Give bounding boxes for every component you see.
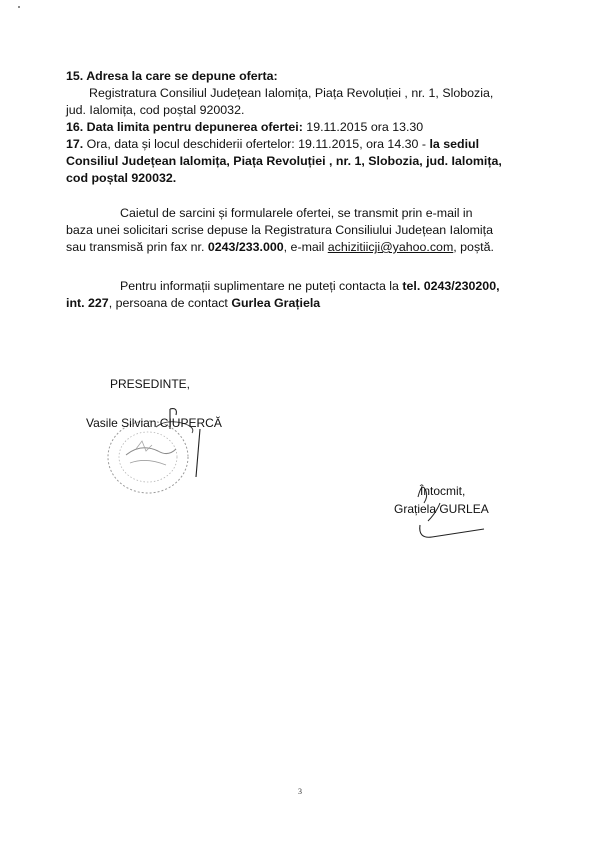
section-16-heading: 16. Data limita pentru depunerea ofertei: [66, 120, 303, 134]
prepared-by-name: Grațiela GURLEA [394, 502, 489, 516]
section-17-bold-tail: la sediul [429, 137, 480, 151]
prepared-by-title: Întocmit, [420, 484, 466, 498]
para-1-line-3-prefix: sau transmisă prin fax nr. [66, 240, 208, 254]
para-2-line-1 [120, 279, 500, 293]
para-2-line-2-middle: , persoana de contact [108, 296, 232, 310]
contact-person: Gurlea Grațiela [231, 296, 321, 310]
section-16-value: 19.11.2015 ora 13.30 [302, 120, 424, 134]
section-17-text: Ora, data și locul deschiderii ofertelor: 19.11.2015, ora 14.30 - [86, 137, 430, 151]
phone-extension: int. 227 [66, 296, 109, 310]
scan-dot [18, 6, 20, 8]
president-name: Vasile Silvian CIUPERCĂ [86, 416, 222, 430]
section-15-heading: 15. Adresa la care se depune oferta: [66, 69, 278, 83]
para-1-line-3 [66, 240, 494, 254]
phone-number: tel. 0243/230200, [402, 279, 500, 293]
para-1-line-2: baza unei solicitari scrise depuse la Registratura Consiliului Județean Ialomița [66, 223, 494, 237]
para-2-line-2 [66, 296, 320, 310]
section-16 [66, 120, 423, 134]
section-15-address-line-2: jud. Ialomița, cod poștal 920032. [66, 103, 245, 117]
section-17-line-1 [66, 137, 479, 151]
section-17-number: 17. [66, 137, 87, 151]
section-17-line-2: Consiliul Județean Ialomița, Piața Revoluției , nr. 1, Slobozia, jud. Ialomița, [66, 154, 502, 168]
fax-number: 0243/233.000 [207, 240, 284, 254]
section-17-line-3: cod poștal 920032. [66, 171, 177, 185]
email-link[interactable]: achizitiicji@yahoo.com [327, 240, 454, 254]
para-1-line-3-middle: , e-mail [283, 240, 328, 254]
section-15-address-line-1: Registratura Consiliul Județean Ialomița, Piața Revoluției , nr. 1, Slobozia, [89, 86, 494, 100]
president-title: PRESEDINTE, [110, 377, 191, 391]
page-number: 3 [298, 787, 302, 796]
para-2-line-1-prefix: Pentru informații suplimentare ne puteți contacta la [120, 279, 403, 293]
para-1-line-3-suffix: , poștă. [453, 240, 494, 254]
para-1-line-1: Caietul de sarcini și formularele ofertei, se transmit prin e-mail in [120, 206, 473, 220]
